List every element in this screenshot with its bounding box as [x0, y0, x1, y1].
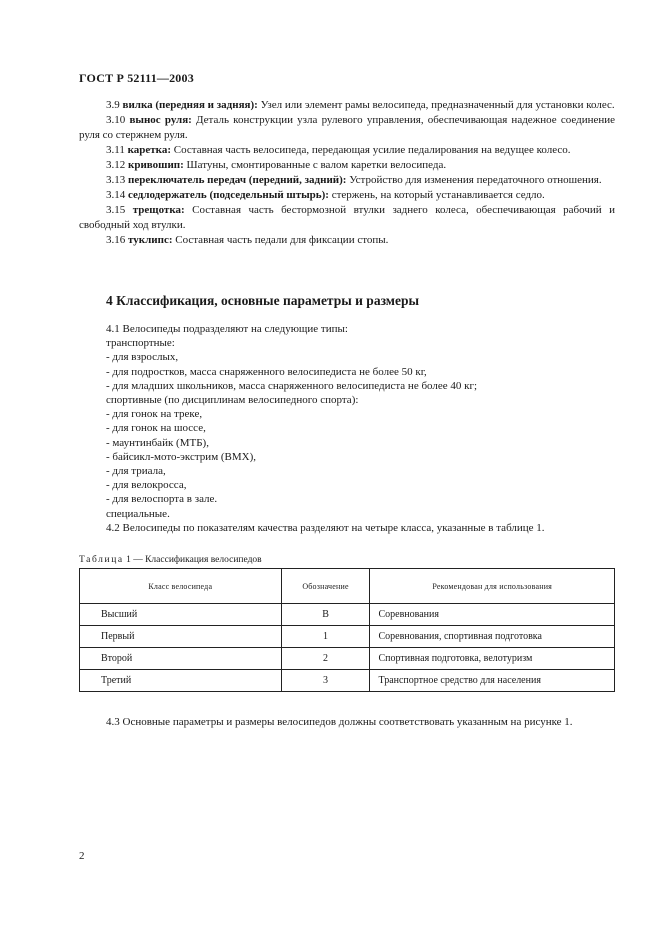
column-header: Класс велосипеда	[80, 569, 282, 604]
table-row	[80, 604, 615, 626]
table-row	[80, 626, 615, 648]
classification-block	[79, 322, 615, 535]
table-cell: Соревнования, спортивная подготовка	[370, 626, 615, 648]
definition-term: туклипс:	[128, 234, 173, 246]
table-header-row	[80, 569, 615, 604]
list-item: транспортные:	[106, 337, 175, 350]
column-header: Обозначение	[281, 569, 370, 604]
definition-term: кривошип:	[128, 159, 184, 171]
page-number: 2	[79, 850, 85, 862]
paragraph-4-3: 4.3 Основные параметры и размеры велосипедов должны соответствовать указанным на рисунке 1.	[106, 716, 573, 728]
list-item: - для гонок на шоссе,	[106, 422, 206, 435]
table-cell: Высший	[80, 604, 282, 626]
table-cell: 1	[281, 626, 370, 648]
list-item: - для триала,	[106, 465, 166, 478]
paragraph-4-2: 4.2 Велосипеды по показателям качества разделяют на четыре класса, указанные в таблице 1.	[106, 521, 545, 534]
table-cell: Третий	[80, 670, 282, 692]
definition-item: 3.15 трещотка: Составная часть бестормозной втулки заднего колеса, обеспечивающая рабочий и свободный ход втулки.	[79, 204, 616, 231]
list-item: - для взрослых,	[106, 351, 179, 364]
definition-item: 3.11 каретка: Составная часть велосипеда, передающая усилие педалирования на ведущее колесо.	[106, 144, 571, 156]
definition-item: 3.14 седлодержатель (подседельный штырь): стержень, на который устанавливается седло.	[106, 189, 545, 201]
definition-term: трещотка:	[132, 204, 185, 216]
list-item: - для гонок на треке,	[106, 408, 203, 421]
definition-item: 3.16 туклипс: Составная часть педали для фиксации стопы.	[106, 234, 389, 246]
definition-term: каретка:	[127, 144, 172, 156]
definition-term: седлодержатель (подседельный штырь):	[128, 189, 329, 201]
list-item: - для подростков, масса снаряженного велосипедиста не более 50 кг,	[106, 365, 427, 378]
column-header: Рекомендован для использования	[370, 569, 615, 604]
list-item: - байсикл-мото-экстрим (ВМХ),	[106, 450, 257, 463]
definition-term: вилка (передняя и задняя):	[122, 99, 258, 111]
list-item: специальные.	[106, 507, 170, 520]
table-cell: Первый	[80, 626, 282, 648]
table-cell: Транспортное средство для населения	[370, 670, 615, 692]
list-item: - маунтинбайк (МТБ),	[106, 436, 209, 449]
definition-term: переключатель передач (передний, задний):	[128, 174, 347, 186]
definition-item: 3.13 переключатель передач (передний, задний): Устройство для изменения передаточного отношения.	[106, 174, 602, 186]
list-item: спортивные (по дисциплинам велосипедного спорта):	[106, 394, 359, 407]
table-cell: В	[281, 604, 370, 626]
table-cell: 3	[281, 670, 370, 692]
table-row	[80, 648, 615, 670]
section-title: 4 Классификация, основные параметры и размеры	[106, 293, 420, 308]
list-item: - для младших школьников, масса снаряженного велосипедиста не более 40 кг;	[106, 379, 478, 392]
document-header: ГОСТ Р 52111—2003	[79, 71, 194, 85]
table-cell: 2	[281, 648, 370, 670]
table-cell: Спортивная подготовка, велотуризм	[370, 648, 615, 670]
definition-item: 3.10 вынос руля: Деталь конструкции узла рулевого управления, обеспечивающая надежное соединение руля со стержнем руля.	[79, 114, 616, 141]
definitions-list	[79, 98, 615, 248]
table-row	[80, 670, 615, 692]
table-caption: Таблица 1 — Классификация велосипедов	[79, 555, 262, 565]
list-item: - для велокросса,	[106, 479, 187, 492]
definition-item: 3.12 кривошип: Шатуны, смонтированные с валом каретки велосипеда.	[106, 159, 447, 171]
classification-table	[79, 568, 615, 692]
definition-item: 3.9 вилка (передняя и задняя): Узел или элемент рамы велосипеда, предназначенный для установки колес.	[106, 99, 615, 111]
paragraph-4-1: 4.1 Велосипеды подразделяют на следующие типы:	[106, 323, 348, 335]
paragraph-4-3-block	[79, 715, 615, 730]
list-item: - для велоспорта в зале.	[106, 493, 218, 506]
table-cell: Второй	[80, 648, 282, 670]
table-cell: Соревнования	[370, 604, 615, 626]
definition-term: вынос руля:	[129, 114, 192, 126]
